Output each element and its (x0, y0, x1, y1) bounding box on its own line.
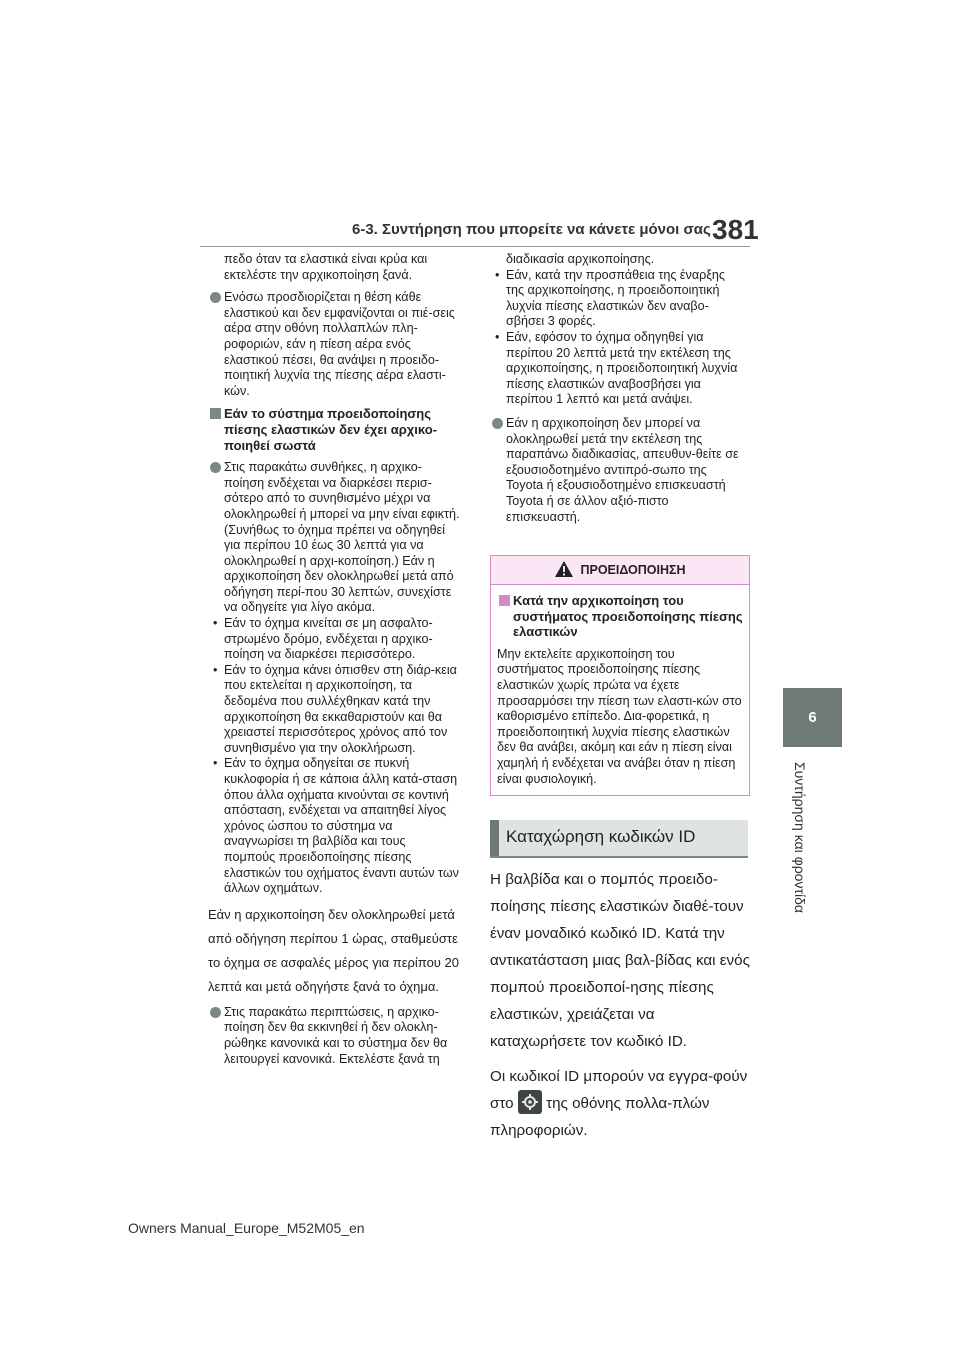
section-body (490, 866, 752, 1152)
section-heading-bar (490, 820, 499, 856)
warning-heading (497, 593, 743, 640)
left-intro: πεδο όταν τα ελαστικά είναι κρύα και εκτελέστε την αρχικοποίηση ξανά. (224, 252, 428, 282)
section-paragraph-2 (490, 1063, 752, 1144)
section-paragraph-1: Η βαλβίδα και ο πομπός προειδο-ποίησης πίεσης ελαστικών διαθέ-τουν έναν μοναδικό κωδικό ID. Κατά την αντικατάσταση μιας βαλ-βίδας και ενός πομπού προειδοποί-ησης πίεσης ελαστικών, χρειάζεται να καταχωρήσετε τον κωδικό ID. (490, 871, 750, 1050)
left-bullet-1 (208, 290, 460, 399)
section-paragraph-2-end: της οθόνης πολλα-πλών πληροφοριών. (490, 1095, 710, 1139)
left-heading-text: Εάν το σύστημα προειδοποίησης πίεσης ελαστικών δεν έχει αρχικο-ποιηθεί σωστά (224, 406, 437, 453)
right-column (490, 252, 742, 532)
square-bullet-icon (210, 408, 221, 419)
bullet-dot-icon (210, 462, 221, 473)
list-item: • Εάν το όχημα οδηγείται σε πυκνή κυκλοφορία ή σε κάποια άλλη κατά-σταση όπου άλλα οχήματα κινούνται σε κοντινή απόσταση, ενδέχεται να απαιτηθεί λίγος χρόνος ώσπου το σύστημα να αναγνωρίσει τη βαλβίδα και τους πομπούς προειδοποίησης πίεσης ελαστικών του οχήματος έναντι αυτών των άλλων οχημάτων. (213, 756, 459, 896)
warning-title: ΠΡΟΕΙΔΟΠΟΙΗΣΗ (580, 563, 686, 577)
left-bullet-2-text: Στις παρακάτω συνθήκες, η αρχικο-ποίηση ενδέχεται να διαρκέσει περισ-σότερο από το συνηθισμένο μέχρι να ολοκληρωθεί ή μπορεί να μην είναι εφικτή. (Συνήθως το όχημα πρέπει να οδηγηθεί για περίπου 10 έως 30 λεπτά για να ολοκληρωθεί η αρχι-κοποίηση.) Εάν η αρχικοποίηση δεν ολοκληρωθεί μετά από οδήγηση περί-που 30 λεπτών, συνεχίστε να οδηγείτε για λίγο ακόμα. (224, 460, 460, 615)
left-column (208, 252, 460, 1074)
left-heading (208, 406, 460, 453)
square-bullet-icon (499, 595, 510, 606)
section-paragraph-2-start: Οι κωδικοί ID μπορούν να εγγρα-φούν στο (490, 1068, 748, 1112)
section-heading-text: Καταχώρηση κωδικών ID (506, 827, 696, 846)
section-title: 6-3. Συντήρηση που μπορείτε να κάνετε μόνοι σας (352, 221, 711, 238)
warning-body (491, 585, 749, 795)
left-sub-list (208, 616, 460, 897)
right-sub-list (490, 268, 742, 408)
right-bullet (490, 416, 742, 525)
warning-header (491, 556, 749, 585)
list-item: • Εάν το όχημα κάνει όπισθεν στη διάρ-κεια που εκτελείται η αρχικοποίηση, τα δεδομένα που συλλέχθηκαν κατά την αρχικοποίηση θα εκκαθαριστούν και θα χρειαστεί περισσότερος χρόνος από τον συνηθισμένο για την ολοκλήρωση. (213, 662, 457, 755)
left-bullet-3 (208, 1005, 460, 1067)
left-large-paragraph: Εάν η αρχικοποίηση δεν ολοκληρωθεί μετά από οδήγηση περίπου 1 ώρας, σταθμεύστε το όχημα σε ασφαλές μέρος για περίπου 20 λεπτά και μετά οδηγήστε ξανά το όχημα. (208, 906, 459, 994)
warning-text: Μην εκτελείτε αρχικοποίηση του συστήματος προειδοποίησης πίεσης ελαστικών χωρίς πρώτα να έχετε προσαρμόσει την πίεση των ελαστι-κών στο καθορισμένο επίπεδο. Δια-φορετικά, η προειδοποιητική λυχνία πίεσης ελαστικών δεν θα ανάβει, ακόμη και εάν η πίεση είναι χαμηλή ή ενδέχεται να ανάβει όταν η πίεση είναι φυσιολογική. (497, 646, 742, 786)
warning-box (490, 555, 750, 796)
page-number: 381 (712, 214, 759, 245)
header-divider (200, 246, 750, 247)
list-item: • Εάν, κατά την προσπάθεια της έναρξης της αρχικοποίησης, η προειδοποιητική λυχνία πίεσης ελαστικών δεν αναβο-σβήσει 3 φορές. (495, 267, 725, 329)
warning-heading-text: Κατά την αρχικοποίηση του συστήματος προειδοποίησης πίεσης ελαστικών (513, 593, 743, 640)
left-bullet-1-text: Ενόσω προσδιορίζεται η θέση κάθε ελαστικού και δεν εμφανίζονται οι πιέ-σεις αέρα στην οθόνη πολλαπλών πλη-ροφοριών, εάν η πίεση αέρα ενός ελαστικού πέσει, θα ανάψει η προειδο-ποιητική λυχνία της πίεσης αέρα ελαστι-κών. (224, 290, 455, 398)
bullet-dot-icon (210, 1007, 221, 1018)
bullet-dot-icon (492, 418, 503, 429)
left-bullet-3-text: Στις παρακάτω περιπτώσεις, η αρχικο-ποίηση δεν θα εκκινηθεί ή δεν ολοκλη-ρώθηκε κανονικά και το σύστημα δεν θα λειτουργεί κανονικά. Εκτελέστε ξανά τη (224, 1004, 448, 1066)
list-item: • Εάν το όχημα κινείται σε μη ασφαλτο-στρωμένο δρόμο, ενδέχεται η αρχικο-ποίηση να διαρκέσει περισσότερο. (213, 616, 433, 662)
right-intro: διαδικασία αρχικοποίησης. (506, 252, 655, 266)
warning-triangle-icon (554, 560, 574, 578)
section-heading (490, 820, 748, 858)
footer-text: Owners Manual_Europe_M52M05_en (128, 1220, 365, 1236)
bullet-dot-icon (210, 292, 221, 303)
chapter-tab: 6 (783, 688, 842, 747)
right-bullet-text: Εάν η αρχικοποίηση δεν μπορεί να ολοκληρωθεί μετά την εκτέλεση της παραπάνω διαδικασίας, απευθυν-θείτε σε εξουσιοδοτημένο αντιπρό-σωπο της Toyota ή εξουσιοδοτημένο επισκευαστή Toyota ή σε άλλον αξιό-πιστο επισκευαστή. (506, 415, 739, 524)
list-item: • Εάν, εφόσον το όχημα οδηγηθεί για περίπου 20 λεπτά μετά την εκτέλεση της αρχικοποίησης, η προειδοποιητική λυχνία πίεσης ελαστικών αναβοσβήσει για περίπου 1 λεπτό και μετά ανάψει. (495, 329, 738, 407)
left-bullet-2 (208, 460, 460, 616)
chapter-label: Συντήρηση και φροντίδα (792, 762, 808, 913)
gear-icon (518, 1090, 542, 1114)
